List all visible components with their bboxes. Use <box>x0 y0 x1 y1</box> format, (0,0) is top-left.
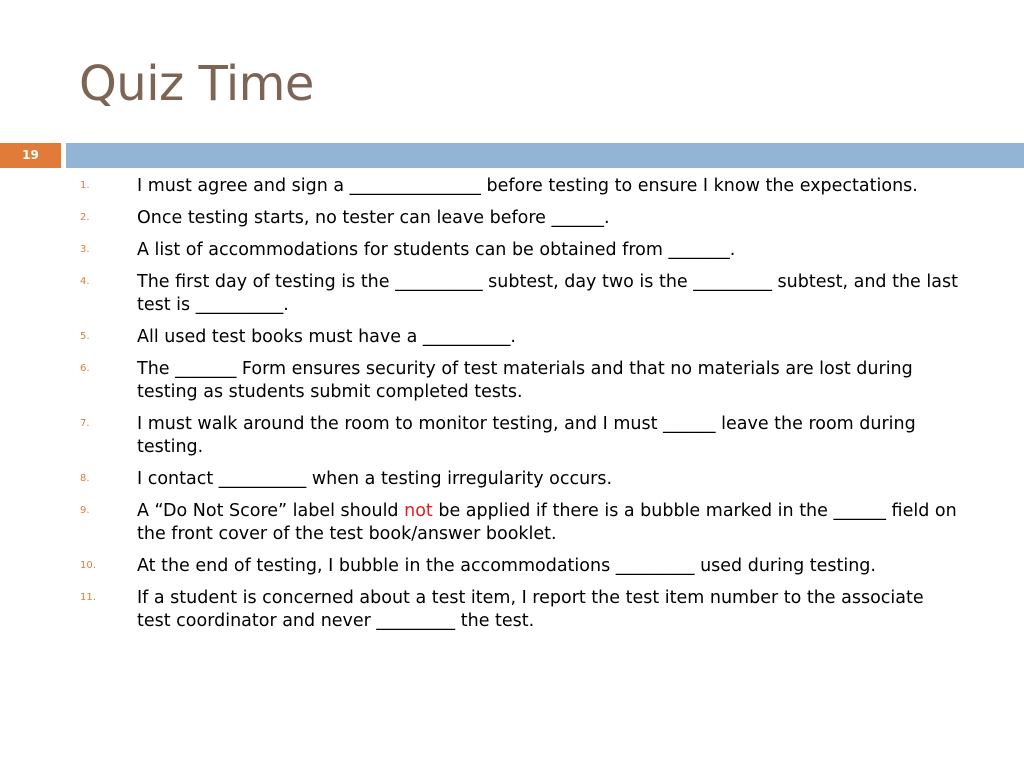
question-text: All used test books must have a __________. <box>137 327 516 347</box>
question-number: 9. <box>80 505 90 516</box>
quiz-question-11 <box>0 587 1024 633</box>
question-text: If a student is concerned about a test item, I report the test item number to the associate test coordinator and never _________ the test. <box>137 588 924 631</box>
quiz-question-8 <box>0 468 1024 491</box>
question-number: 3. <box>80 244 90 255</box>
question-text-after: be applied if there is a bubble marked in the ______ field on the front cover of the test book/answer booklet. <box>137 501 957 544</box>
quiz-question-1 <box>0 175 1024 198</box>
quiz-question-4 <box>0 271 1024 317</box>
quiz-question-2 <box>0 207 1024 230</box>
quiz-question-list <box>0 175 1024 642</box>
question-number: 4. <box>80 276 90 287</box>
question-number: 1. <box>80 180 90 191</box>
quiz-question-9 <box>0 500 1024 546</box>
quiz-question-7 <box>0 413 1024 459</box>
question-text: The first day of testing is the __________ subtest, day two is the _________ subtest, and the last test is __________. <box>137 272 958 315</box>
question-number: 11. <box>80 592 96 603</box>
quiz-question-3 <box>0 239 1024 262</box>
quiz-question-6 <box>0 358 1024 404</box>
question-number: 2. <box>80 212 90 223</box>
question-text: Once testing starts, no tester can leave before ______. <box>137 208 610 228</box>
slide-title: Quiz Time <box>79 56 314 112</box>
question-text: I must agree and sign a _______________ before testing to ensure I know the expectations. <box>137 176 918 196</box>
question-text: At the end of testing, I bubble in the accommodations _________ used during testing. <box>137 556 876 576</box>
question-number: 8. <box>80 473 90 484</box>
quiz-question-10 <box>0 555 1024 578</box>
question-text: The _______ Form ensures security of test materials and that no materials are lost during testing as students submit completed tests. <box>137 359 913 402</box>
question-number: 6. <box>80 363 90 374</box>
emphasis-not: not <box>404 501 433 521</box>
quiz-question-5 <box>0 326 1024 349</box>
header-divider-bar <box>66 143 1024 168</box>
question-number: 7. <box>80 418 90 429</box>
question-number: 5. <box>80 331 90 342</box>
question-text: A list of accommodations for students can be obtained from _______. <box>137 240 736 260</box>
question-text: I must walk around the room to monitor testing, and I must ______ leave the room during testing. <box>137 414 916 457</box>
question-text: I contact __________ when a testing irregularity occurs. <box>137 469 613 489</box>
question-number: 10. <box>80 560 96 571</box>
question-text-before: A “Do Not Score” label should <box>137 501 405 521</box>
slide-page-number: 19 <box>0 143 61 168</box>
